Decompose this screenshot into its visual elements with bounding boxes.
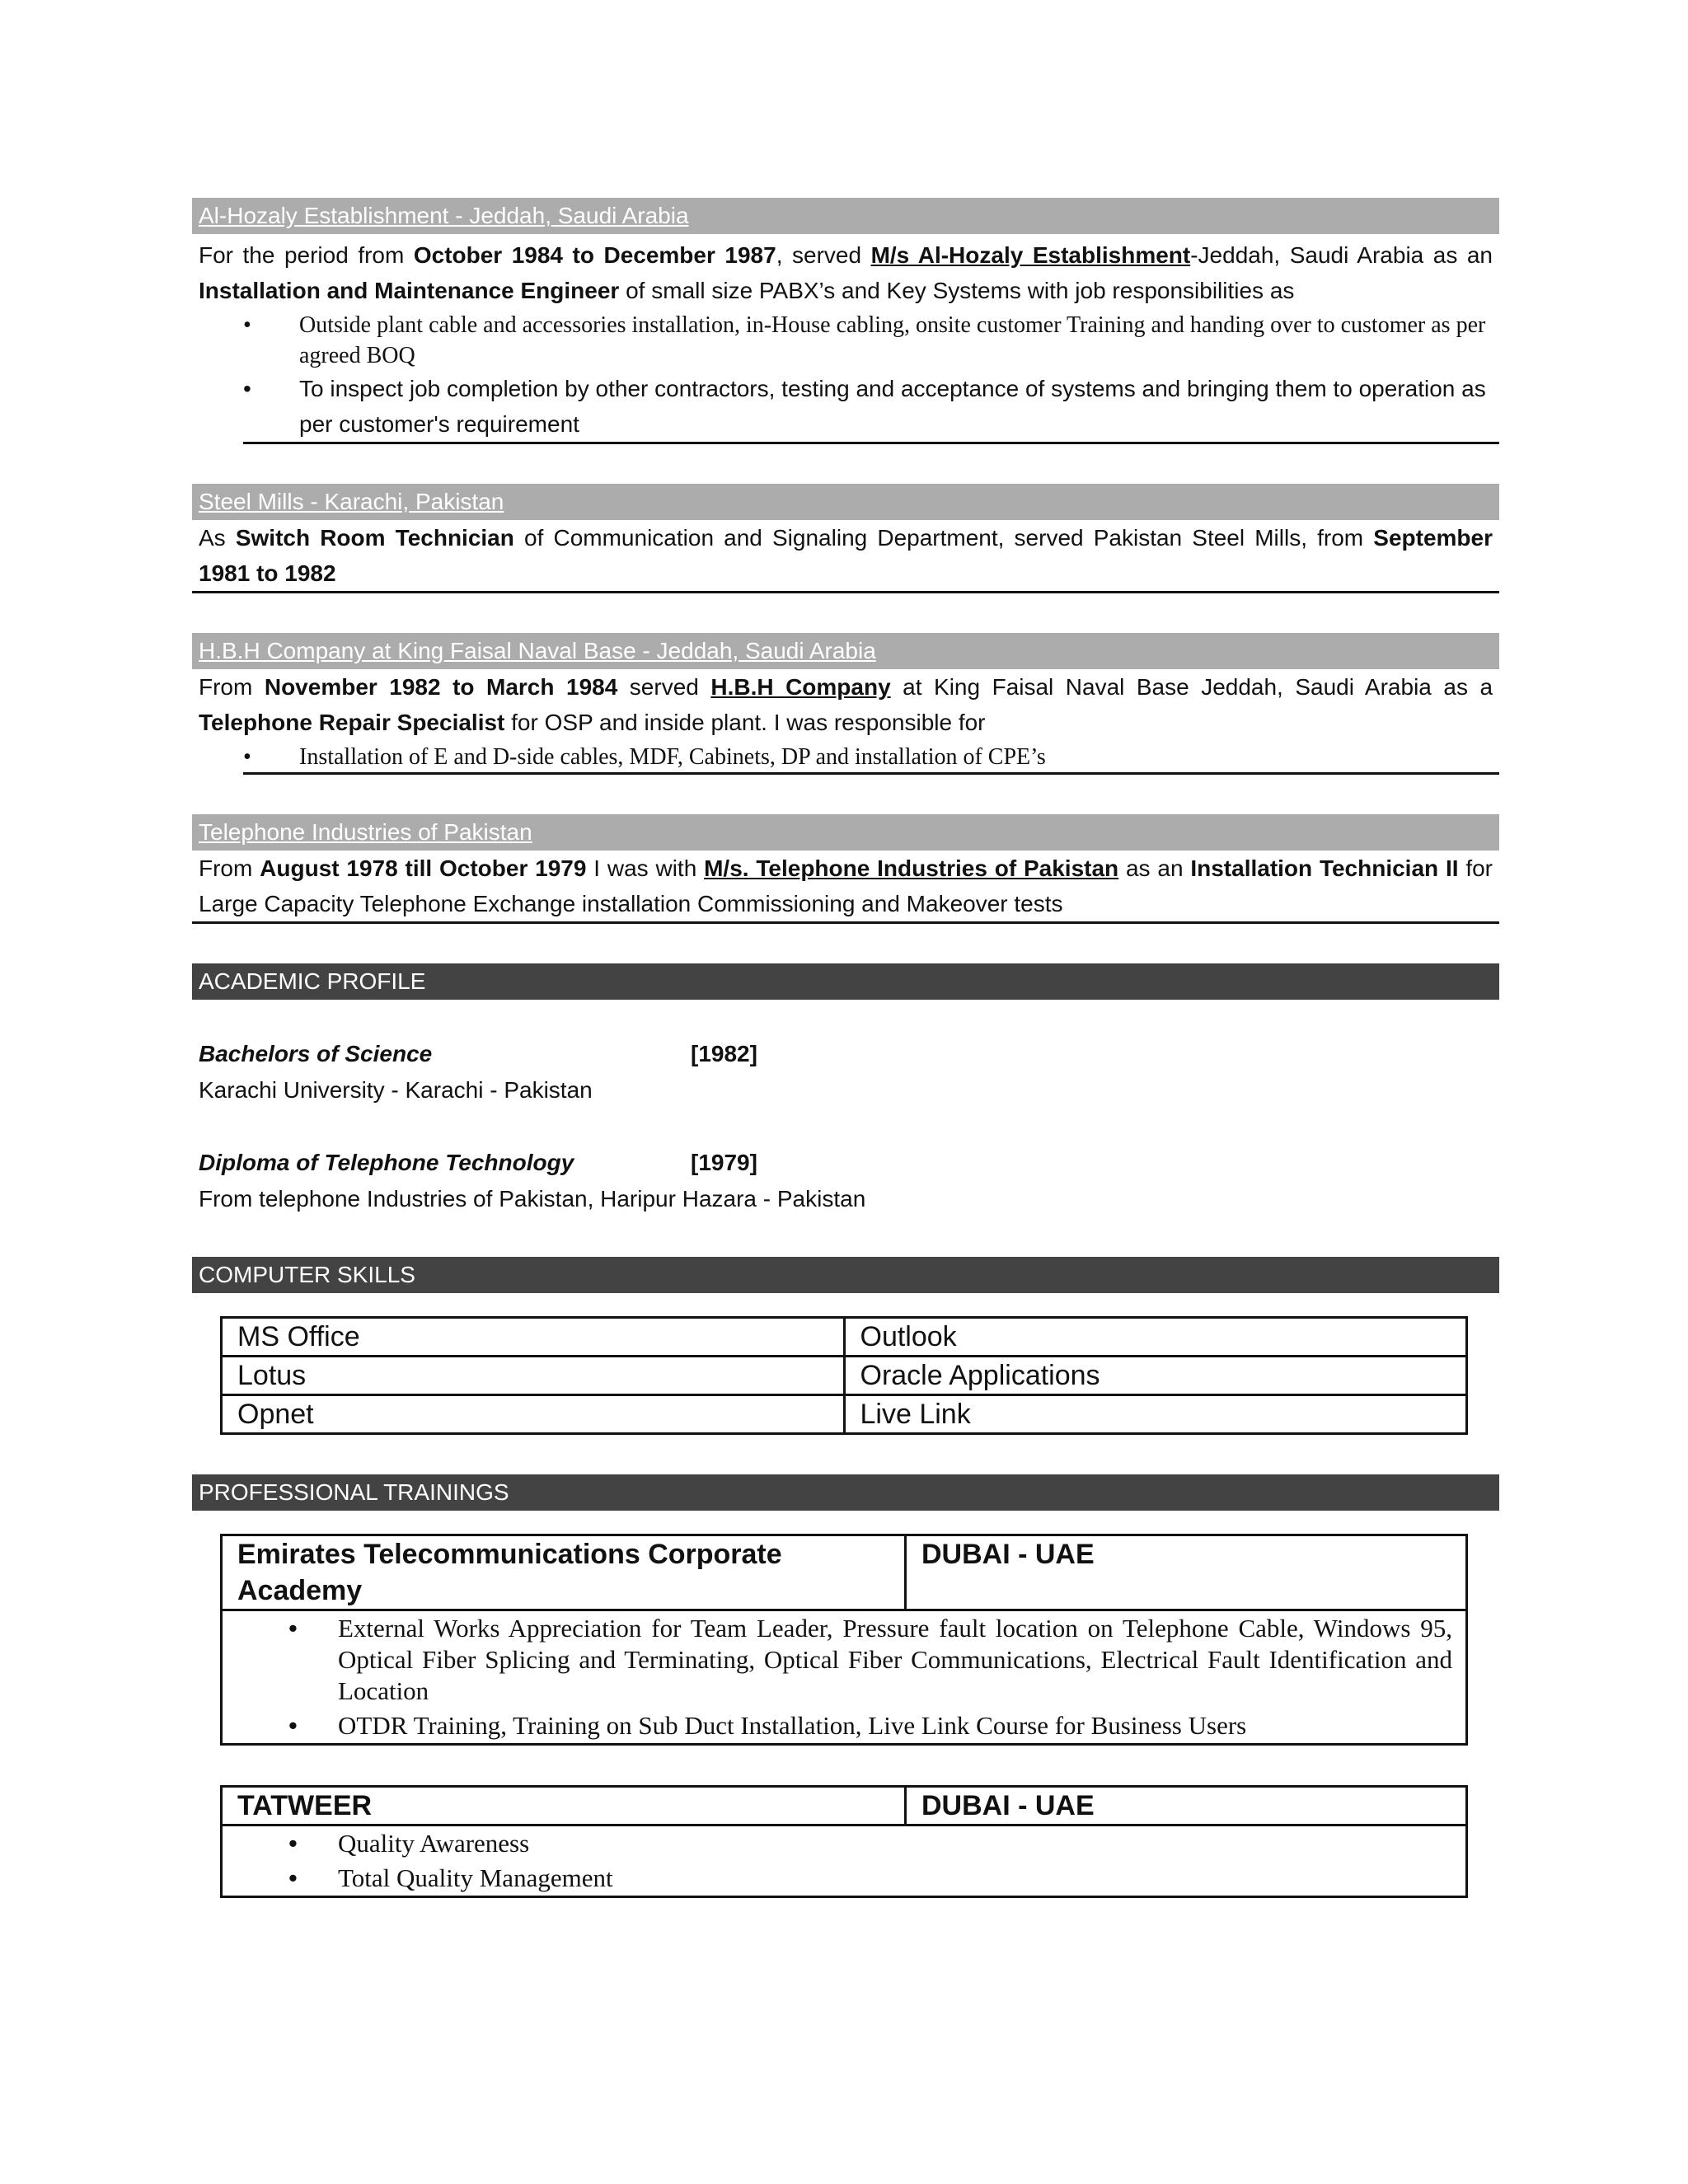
degree-institution: Karachi University - Karachi - Pakistan (199, 1077, 593, 1103)
table-cell: Outlook (844, 1318, 1467, 1357)
list-item-text: OTDR Training, Training on Sub Duct Installation, Live Link Course for Business Users (338, 1711, 1247, 1740)
text: as an (1118, 855, 1191, 881)
computer-skills-section (192, 1257, 1499, 1435)
bullet-icon: • (288, 1829, 298, 1858)
job-header: Steel Mills - Karachi, Pakistan (192, 484, 1499, 520)
degree-title (192, 1145, 1499, 1181)
text: I was with (586, 855, 705, 881)
training-header (223, 1788, 1465, 1826)
responsibility-list (192, 742, 1499, 772)
text: As (199, 525, 236, 551)
company-name: M/s. Telephone Industries of Pakistan (704, 855, 1119, 881)
job-header: Telephone Industries of Pakistan (192, 814, 1499, 851)
training-location: DUBAI - UAE (921, 1539, 1095, 1570)
text: , served (776, 242, 871, 268)
training-header (223, 1536, 1465, 1611)
section-header: COMPUTER SKILLS (192, 1257, 1499, 1293)
text: for OSP and inside plant. I was responsible for (504, 710, 986, 735)
job-description (192, 851, 1499, 921)
list-item (223, 1828, 1452, 1859)
period: October 1984 to December 1987 (413, 242, 776, 268)
training-provider: Emirates Telecommunications Corporate Academy (223, 1536, 907, 1609)
degree-year: [1979] (691, 1150, 757, 1175)
job-title: Installation and Maintenance Engineer (199, 278, 620, 303)
text: For the period from (199, 242, 414, 268)
experience-al-hozaly (192, 198, 1499, 444)
training-provider: TATWEER (223, 1788, 907, 1824)
responsibility-list (192, 310, 1499, 442)
list-item (192, 742, 1493, 772)
training-location: DUBAI - UAE (921, 1790, 1095, 1821)
list-item-text: External Works Appreciation for Team Leader, Pressure fault location on Telephone Cable, Windows 95, Optical Fiber Splicing and Terminating, Optical Fiber Communications, Electrical Fault Identification and Location (338, 1614, 1452, 1705)
skills-table (220, 1316, 1468, 1435)
table-cell: Lotus (222, 1357, 845, 1395)
table-row (222, 1395, 1467, 1434)
section-header: ACADEMIC PROFILE (192, 963, 1499, 1000)
table-cell: Opnet (222, 1395, 845, 1434)
text: From (199, 855, 260, 881)
experience-telephone-industries (192, 814, 1499, 924)
bullet-icon: • (288, 1863, 298, 1892)
job-description (192, 669, 1499, 740)
bullet-icon: • (243, 744, 251, 770)
list-item-text: To inspect job completion by other contractors, testing and acceptance of systems and bringing them to operation as per customer's requirement (299, 376, 1486, 437)
experience-steel-mills (192, 484, 1499, 593)
resume-page (192, 198, 1499, 1898)
training-courses (223, 1611, 1465, 1743)
bullet-icon: • (243, 312, 251, 338)
degree-year: [1982] (691, 1041, 757, 1066)
table-cell: Oracle Applications (844, 1357, 1467, 1395)
list-item (223, 1710, 1452, 1741)
job-description (192, 237, 1499, 308)
job-title: Switch Room Technician (235, 525, 514, 551)
training-courses (223, 1826, 1465, 1896)
job-header: Al-Hozaly Establishment - Jeddah, Saudi Arabia (192, 198, 1499, 234)
degree-name: Bachelors of Science (199, 1041, 433, 1066)
text: of small size PABX’s and Key Systems with job responsibilities as (619, 278, 1295, 303)
text: at King Faisal Naval Base Jeddah, Saudi Arabia as a (890, 674, 1493, 700)
table-row (222, 1318, 1467, 1357)
professional-trainings-section (192, 1474, 1499, 1898)
table-cell: Live Link (844, 1395, 1467, 1434)
job-header: H.B.H Company at King Faisal Naval Base - Jeddah, Saudi Arabia (192, 633, 1499, 669)
section-header: PROFESSIONAL TRAININGS (192, 1474, 1499, 1511)
period: August 1978 till October 1979 (260, 855, 587, 881)
training-block (220, 1785, 1468, 1898)
bullet-icon: • (243, 376, 251, 401)
list-item (223, 1863, 1452, 1894)
company-name: H.B.H Company (710, 674, 891, 700)
job-title: Telephone Repair Specialist (199, 710, 505, 735)
experience-hbh-company (192, 633, 1499, 775)
list-item-text: Total Quality Management (338, 1863, 613, 1892)
degree-institution: From telephone Industries of Pakistan, Haripur Hazara - Pakistan (199, 1186, 866, 1212)
list-item-text: Installation of E and D-side cables, MDF, Cabinets, DP and installation of CPE’s (299, 744, 1046, 770)
text: served (617, 674, 711, 700)
text: From (199, 674, 265, 700)
academic-profile-section (192, 963, 1499, 1217)
text: of Communication and Signaling Department, served Pakistan Steel Mills, from (513, 525, 1374, 551)
list-item-text: Quality Awareness (338, 1829, 530, 1858)
bullet-icon: • (288, 1711, 298, 1740)
bullet-icon: • (288, 1614, 298, 1643)
company-name: M/s Al-Hozaly Establishment (870, 242, 1191, 268)
list-item-text: Outside plant cable and accessories installation, in-House cabling, onsite customer Training and handing over to customer as per agreed BOQ (299, 312, 1486, 368)
list-item (192, 310, 1493, 371)
text: -Jeddah, Saudi Arabia as an (1190, 242, 1493, 268)
job-description (192, 520, 1499, 591)
period: September 1981 to 1982 (199, 525, 1493, 586)
list-item (223, 1613, 1452, 1707)
list-item (192, 371, 1493, 442)
training-block (220, 1534, 1468, 1746)
degree-name: Diploma of Telephone Technology (199, 1150, 574, 1175)
job-title: Installation Technician II (1190, 855, 1459, 881)
period: November 1982 to March 1984 (264, 674, 618, 700)
degree-title (192, 1036, 1499, 1072)
table-row (222, 1357, 1467, 1395)
table-cell: MS Office (222, 1318, 845, 1357)
text: for Large Capacity Telephone Exchange installation Commissioning and Makeover tests (199, 855, 1493, 916)
